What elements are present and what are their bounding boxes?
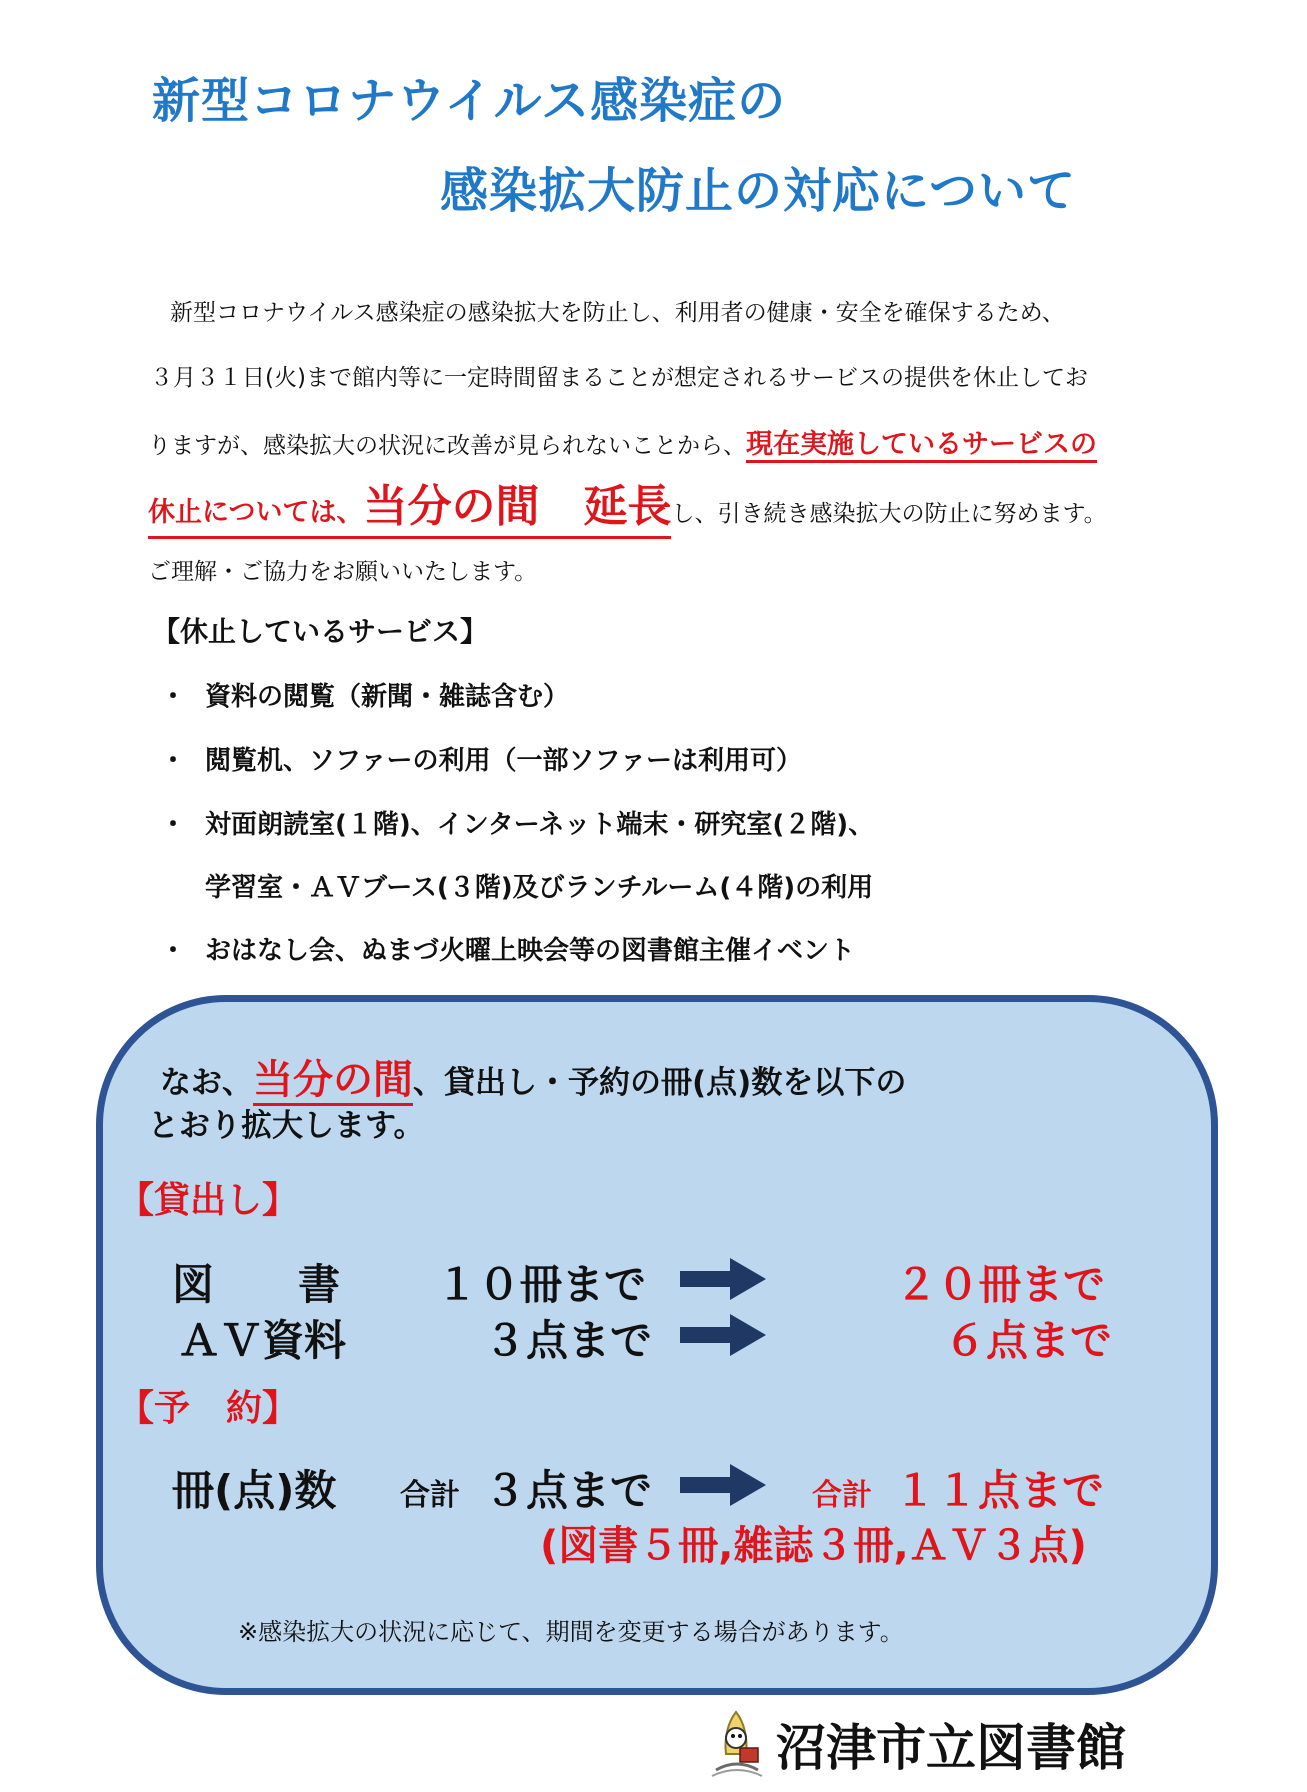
panel-lead-highlight: 当分の間 [253,1057,413,1106]
right-arrow-icon [680,1258,766,1300]
intro-line-3-highlight: 現在実施しているサービスの [746,429,1097,463]
intro-line-5: ご理解・ご協力をお願いいたします。 [148,559,538,585]
panel-note: ※感染拡大の状況に応じて、期間を変更する場合があります。 [238,1618,904,1646]
intro-line-1: 新型コロナウイルス感染症の感染拡大を防止し、利用者の健康・安全を確保するため、 [170,300,1065,326]
page-title-line1: 新型コロナウイルス感染症の [152,73,787,129]
bullet-4: ・ [160,936,187,966]
bullet-2: ・ [160,746,187,776]
reserve-before-total: 合計 [400,1478,460,1513]
loan-row-books-label: 図 書 [172,1260,341,1309]
intro-extension-underline [148,470,671,539]
reserve-before: ３点まで [484,1466,653,1515]
intro-line-3 [148,422,1097,461]
bullet-3: ・ [160,810,187,840]
suspended-item-2: 閲覧机、ソファーの利用（一部ソファーは利用可） [205,746,802,776]
reserve-detail: (図書５冊,雑誌３冊,ＡＶ３点) [540,1523,1087,1569]
panel-lead-b: 、貸出し・予約の冊(点)数を以下の [413,1065,907,1101]
suspended-heading: 【休止しているサービス】 [152,615,489,648]
reserve-after: １１点まで [894,1466,1105,1515]
right-arrow-icon [680,1314,766,1356]
extension-highlight: 当分の間 延長 [363,481,672,532]
intro-line-4-plain: し、引き続き感染拡大の防止に努めます。 [671,501,1107,527]
intro-line-3-plain: りますが、感染拡大の状況に改善が見られないことから、 [148,433,746,459]
suspended-item-3-cont: 学習室・ＡＶブース(３階)及びランチルーム(４階)の利用 [205,873,874,903]
loan-heading: 【貸出し】 [118,1180,299,1221]
loan-row-books-before: １０冊まで [436,1260,647,1309]
page-title-line2: 感染拡大防止の対応について [440,163,1077,219]
reserve-after-total: 合計 [812,1478,872,1513]
panel-lead-line2: とおり拡大します。 [148,1108,425,1144]
suspended-item-3: 対面朗読室(１階)、インターネット端末・研究室(２階)、 [205,810,875,840]
intro-line-4-highlight: 休止については、 [148,497,364,528]
intro-line-2: ３月３１日(火)まで館内等に一定時間留まることが想定されるサービスの提供を休止してお [150,365,1088,391]
right-arrow-icon [680,1464,766,1506]
library-name: 沼津市立図書館 [776,1719,1126,1777]
bullet-1: ・ [160,682,187,712]
intro-line-4 [148,470,1107,539]
loan-row-av-label: ＡＶ資料 [178,1316,347,1365]
loan-row-books-after: ２０冊まで [895,1260,1106,1309]
panel-lead-a: なお、 [160,1065,253,1101]
suspended-item-4: おはなし会、ぬまづ火曜上映会等の図書館主催イベント [205,936,856,966]
panel-lead-line1 [160,1048,906,1105]
library-mascot-logo-icon [706,1708,768,1780]
reserve-label: 冊(点)数 [172,1466,337,1515]
loan-row-av-before: ３点まで [484,1316,653,1365]
reserve-heading: 【予 約】 [118,1388,299,1429]
loan-row-av-after: ６点まで [944,1316,1113,1365]
suspended-item-1: 資料の閲覧（新聞・雑誌含む） [205,682,570,712]
